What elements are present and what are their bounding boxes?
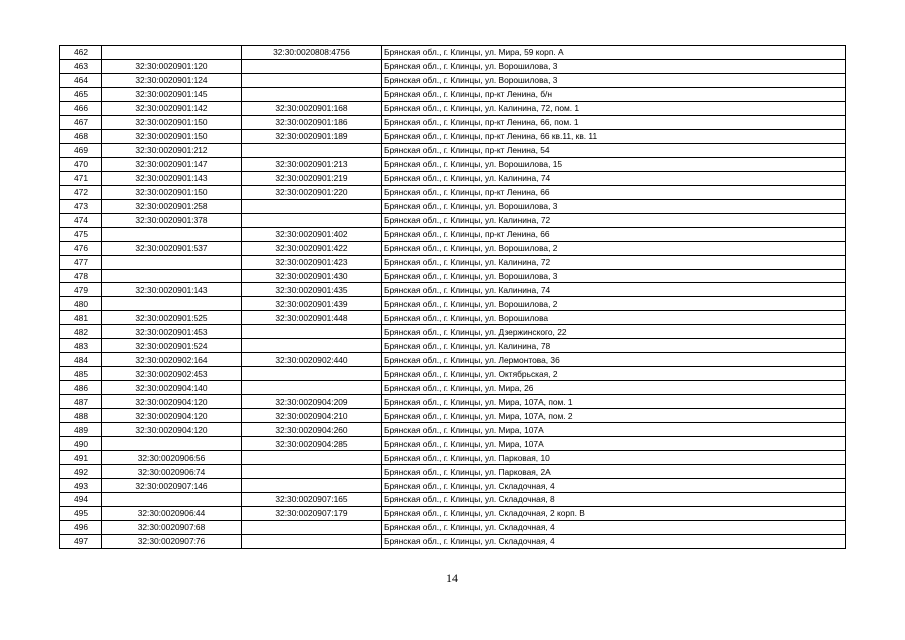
cadastral-number-2: 32:30:0020901:168 xyxy=(242,101,382,115)
row-number: 497 xyxy=(60,534,102,548)
row-number: 474 xyxy=(60,213,102,227)
address: Брянская обл., г. Клинцы, ул. Парковая, 10 xyxy=(382,451,846,465)
address: Брянская обл., г. Клинцы, ул. Калинина, 72 xyxy=(382,255,846,269)
table-row xyxy=(60,143,846,157)
row-number: 492 xyxy=(60,465,102,479)
row-number: 471 xyxy=(60,171,102,185)
address: Брянская обл., г. Клинцы, ул. Мира, 107А, пом. 2 xyxy=(382,409,846,423)
table-row xyxy=(60,255,846,269)
address: Брянская обл., г. Клинцы, ул. Ворошилова, 15 xyxy=(382,157,846,171)
address: Брянская обл., г. Клинцы, ул. Калинина, 74 xyxy=(382,171,846,185)
table-row xyxy=(60,409,846,423)
table-body xyxy=(60,46,846,549)
cadastral-number-1: 32:30:0020907:76 xyxy=(102,534,242,548)
address: Брянская обл., г. Клинцы, ул. Калинина, 72, пом. 1 xyxy=(382,101,846,115)
cadastral-number-2 xyxy=(242,367,382,381)
cadastral-number-2: 32:30:0020904:260 xyxy=(242,423,382,437)
table-row xyxy=(60,520,846,534)
cadastral-number-2 xyxy=(242,59,382,73)
cadastral-number-2 xyxy=(242,479,382,493)
table-row xyxy=(60,367,846,381)
cadastral-number-2 xyxy=(242,381,382,395)
address: Брянская обл., г. Клинцы, ул. Мира, 26 xyxy=(382,381,846,395)
row-number: 495 xyxy=(60,506,102,520)
row-number: 487 xyxy=(60,395,102,409)
table-row xyxy=(60,479,846,493)
address: Брянская обл., г. Клинцы, ул. Складочная, 4 xyxy=(382,520,846,534)
row-number: 477 xyxy=(60,255,102,269)
cadastral-table xyxy=(59,45,846,549)
cadastral-number-2 xyxy=(242,534,382,548)
address: Брянская обл., г. Клинцы, ул. Мира, 59 корп. А xyxy=(382,46,846,60)
cadastral-number-1: 32:30:0020901:143 xyxy=(102,171,242,185)
row-number: 482 xyxy=(60,325,102,339)
cadastral-number-1: 32:30:0020901:258 xyxy=(102,199,242,213)
row-number: 467 xyxy=(60,115,102,129)
cadastral-number-2 xyxy=(242,339,382,353)
table-row xyxy=(60,213,846,227)
row-number: 493 xyxy=(60,479,102,493)
address: Брянская обл., г. Клинцы, ул. Мира, 107А xyxy=(382,423,846,437)
address: Брянская обл., г. Клинцы, ул. Ворошилова, 3 xyxy=(382,269,846,283)
cadastral-number-1: 32:30:0020904:140 xyxy=(102,381,242,395)
row-number: 486 xyxy=(60,381,102,395)
address: Брянская обл., г. Клинцы, пр-кт Ленина, 66 xyxy=(382,227,846,241)
cadastral-number-1: 32:30:0020906:56 xyxy=(102,451,242,465)
cadastral-number-1 xyxy=(102,493,242,507)
table-row xyxy=(60,171,846,185)
address: Брянская обл., г. Клинцы, ул. Складочная, 4 xyxy=(382,479,846,493)
cadastral-number-2 xyxy=(242,520,382,534)
table-row xyxy=(60,115,846,129)
table-row xyxy=(60,451,846,465)
row-number: 481 xyxy=(60,311,102,325)
cadastral-number-1: 32:30:0020901:378 xyxy=(102,213,242,227)
address: Брянская обл., г. Клинцы, пр-кт Ленина, 66 xyxy=(382,185,846,199)
row-number: 480 xyxy=(60,297,102,311)
address: Брянская обл., г. Клинцы, ул. Калинина, 78 xyxy=(382,339,846,353)
address: Брянская обл., г. Клинцы, ул. Ворошилова, 2 xyxy=(382,241,846,255)
cadastral-number-1: 32:30:0020901:143 xyxy=(102,283,242,297)
table-row xyxy=(60,506,846,520)
cadastral-number-2: 32:30:0020904:210 xyxy=(242,409,382,423)
row-number: 484 xyxy=(60,353,102,367)
address: Брянская обл., г. Клинцы, ул. Ворошилова xyxy=(382,311,846,325)
address: Брянская обл., г. Клинцы, ул. Складочная, 2 корп. В xyxy=(382,506,846,520)
table-row xyxy=(60,283,846,297)
address: Брянская обл., г. Клинцы, ул. Складочная, 8 xyxy=(382,493,846,507)
table-row xyxy=(60,534,846,548)
cadastral-number-1: 32:30:0020901:124 xyxy=(102,73,242,87)
address: Брянская обл., г. Клинцы, пр-кт Ленина, 54 xyxy=(382,143,846,157)
cadastral-number-1: 32:30:0020902:164 xyxy=(102,353,242,367)
row-number: 476 xyxy=(60,241,102,255)
address: Брянская обл., г. Клинцы, ул. Ворошилова, 3 xyxy=(382,73,846,87)
cadastral-number-1: 32:30:0020901:453 xyxy=(102,325,242,339)
address: Брянская обл., г. Клинцы, пр-кт Ленина, 66 кв.11, кв. 11 xyxy=(382,129,846,143)
cadastral-number-1: 32:30:0020901:145 xyxy=(102,87,242,101)
cadastral-number-1 xyxy=(102,297,242,311)
cadastral-number-1: 32:30:0020901:524 xyxy=(102,339,242,353)
address: Брянская обл., г. Клинцы, ул. Калинина, 72 xyxy=(382,213,846,227)
table-row xyxy=(60,325,846,339)
cadastral-number-2: 32:30:0020907:165 xyxy=(242,493,382,507)
cadastral-number-1: 32:30:0020901:212 xyxy=(102,143,242,157)
address: Брянская обл., г. Клинцы, ул. Дзержинского, 22 xyxy=(382,325,846,339)
cadastral-number-2: 32:30:0020907:179 xyxy=(242,506,382,520)
table-row xyxy=(60,423,846,437)
cadastral-number-1: 32:30:0020901:150 xyxy=(102,185,242,199)
row-number: 464 xyxy=(60,73,102,87)
cadastral-number-2: 32:30:0020901:435 xyxy=(242,283,382,297)
address: Брянская обл., г. Клинцы, ул. Мира, 107А xyxy=(382,437,846,451)
cadastral-number-1: 32:30:0020901:120 xyxy=(102,59,242,73)
table-row xyxy=(60,46,846,60)
row-number: 483 xyxy=(60,339,102,353)
cadastral-number-2 xyxy=(242,143,382,157)
cadastral-number-2: 32:30:0020901:213 xyxy=(242,157,382,171)
row-number: 470 xyxy=(60,157,102,171)
table-row xyxy=(60,185,846,199)
cadastral-number-1: 32:30:0020901:150 xyxy=(102,129,242,143)
address: Брянская обл., г. Клинцы, ул. Ворошилова, 3 xyxy=(382,199,846,213)
cadastral-number-1 xyxy=(102,437,242,451)
row-number: 473 xyxy=(60,199,102,213)
cadastral-number-1: 32:30:0020902:453 xyxy=(102,367,242,381)
row-number: 463 xyxy=(60,59,102,73)
address: Брянская обл., г. Клинцы, пр-кт Ленина, б/н xyxy=(382,87,846,101)
row-number: 466 xyxy=(60,101,102,115)
table-row xyxy=(60,101,846,115)
cadastral-number-2 xyxy=(242,465,382,479)
cadastral-number-2 xyxy=(242,73,382,87)
table-row xyxy=(60,353,846,367)
address: Брянская обл., г. Клинцы, ул. Парковая, 2А xyxy=(382,465,846,479)
row-number: 472 xyxy=(60,185,102,199)
table-row xyxy=(60,269,846,283)
address: Брянская обл., г. Клинцы, ул. Ворошилова, 3 xyxy=(382,59,846,73)
address: Брянская обл., г. Клинцы, ул. Калинина, 74 xyxy=(382,283,846,297)
row-number: 491 xyxy=(60,451,102,465)
cadastral-number-1: 32:30:0020901:142 xyxy=(102,101,242,115)
cadastral-number-1: 32:30:0020906:44 xyxy=(102,506,242,520)
cadastral-number-1: 32:30:0020904:120 xyxy=(102,395,242,409)
page-number: 14 xyxy=(446,571,458,585)
row-number: 488 xyxy=(60,409,102,423)
cadastral-number-2: 32:30:0020901:423 xyxy=(242,255,382,269)
cadastral-number-1: 32:30:0020907:68 xyxy=(102,520,242,534)
row-number: 469 xyxy=(60,143,102,157)
cadastral-number-2 xyxy=(242,199,382,213)
table-row xyxy=(60,73,846,87)
table-row xyxy=(60,59,846,73)
cadastral-number-2: 32:30:0020901:402 xyxy=(242,227,382,241)
cadastral-number-2 xyxy=(242,87,382,101)
table-row xyxy=(60,339,846,353)
row-number: 490 xyxy=(60,437,102,451)
row-number: 478 xyxy=(60,269,102,283)
cadastral-number-2: 32:30:0020901:219 xyxy=(242,171,382,185)
cadastral-number-2: 32:30:0020904:285 xyxy=(242,437,382,451)
row-number: 468 xyxy=(60,129,102,143)
cadastral-number-2: 32:30:0020808:4756 xyxy=(242,46,382,60)
cadastral-number-2: 32:30:0020901:448 xyxy=(242,311,382,325)
address: Брянская обл., г. Клинцы, пр-кт Ленина, 66, пом. 1 xyxy=(382,115,846,129)
row-number: 489 xyxy=(60,423,102,437)
cadastral-number-2: 32:30:0020901:189 xyxy=(242,129,382,143)
cadastral-number-2: 32:30:0020901:430 xyxy=(242,269,382,283)
row-number: 479 xyxy=(60,283,102,297)
row-number: 494 xyxy=(60,493,102,507)
cadastral-number-1: 32:30:0020904:120 xyxy=(102,423,242,437)
table-row xyxy=(60,437,846,451)
table-row xyxy=(60,87,846,101)
table-row xyxy=(60,297,846,311)
cadastral-number-2: 32:30:0020901:422 xyxy=(242,241,382,255)
table-row xyxy=(60,227,846,241)
address: Брянская обл., г. Клинцы, ул. Октябрьская, 2 xyxy=(382,367,846,381)
row-number: 465 xyxy=(60,87,102,101)
cadastral-number-2: 32:30:0020902:440 xyxy=(242,353,382,367)
address: Брянская обл., г. Клинцы, ул. Лермонтова, 36 xyxy=(382,353,846,367)
cadastral-number-1 xyxy=(102,255,242,269)
cadastral-number-1: 32:30:0020904:120 xyxy=(102,409,242,423)
cadastral-number-2: 32:30:0020901:186 xyxy=(242,115,382,129)
row-number: 485 xyxy=(60,367,102,381)
row-number: 462 xyxy=(60,46,102,60)
table-row xyxy=(60,493,846,507)
cadastral-number-2 xyxy=(242,213,382,227)
cadastral-number-2 xyxy=(242,451,382,465)
table-row xyxy=(60,241,846,255)
table-row xyxy=(60,157,846,171)
cadastral-number-1: 32:30:0020906:74 xyxy=(102,465,242,479)
table-row xyxy=(60,129,846,143)
address: Брянская обл., г. Клинцы, ул. Ворошилова, 2 xyxy=(382,297,846,311)
cadastral-number-1 xyxy=(102,227,242,241)
row-number: 496 xyxy=(60,520,102,534)
address: Брянская обл., г. Клинцы, ул. Складочная, 4 xyxy=(382,534,846,548)
cadastral-number-2: 32:30:0020904:209 xyxy=(242,395,382,409)
table-row xyxy=(60,381,846,395)
table-row xyxy=(60,465,846,479)
cadastral-number-1: 32:30:0020901:150 xyxy=(102,115,242,129)
cadastral-number-1: 32:30:0020907:146 xyxy=(102,479,242,493)
cadastral-number-1 xyxy=(102,269,242,283)
cadastral-number-2: 32:30:0020901:220 xyxy=(242,185,382,199)
table-row xyxy=(60,311,846,325)
row-number: 475 xyxy=(60,227,102,241)
table-row xyxy=(60,395,846,409)
cadastral-number-1: 32:30:0020901:147 xyxy=(102,157,242,171)
cadastral-number-1: 32:30:0020901:537 xyxy=(102,241,242,255)
cadastral-number-1: 32:30:0020901:525 xyxy=(102,311,242,325)
cadastral-number-1 xyxy=(102,46,242,60)
cadastral-number-2 xyxy=(242,325,382,339)
table-row xyxy=(60,199,846,213)
address: Брянская обл., г. Клинцы, ул. Мира, 107А, пом. 1 xyxy=(382,395,846,409)
cadastral-number-2: 32:30:0020901:439 xyxy=(242,297,382,311)
